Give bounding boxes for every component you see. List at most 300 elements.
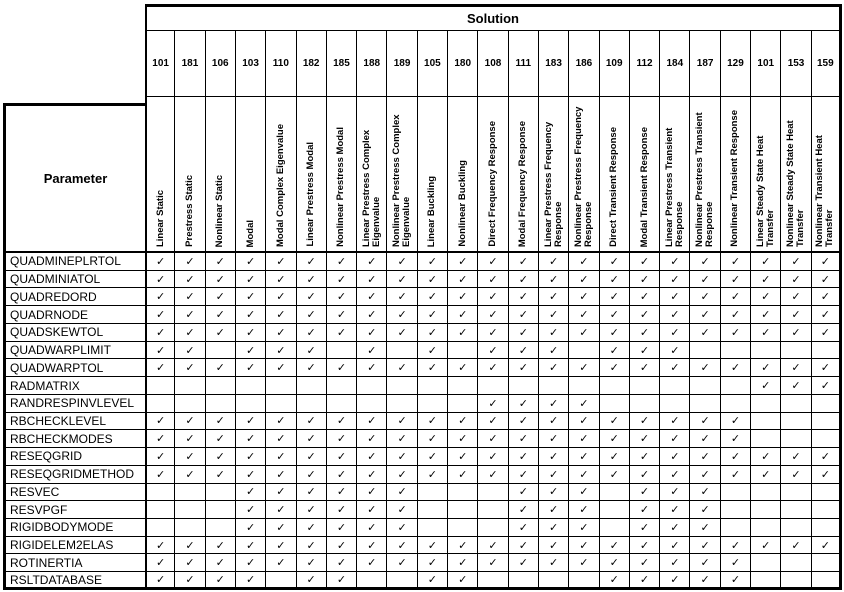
checkmark-icon: ✓ (791, 361, 801, 375)
checkmark-icon: ✓ (367, 467, 377, 481)
check-cell (327, 413, 357, 431)
check-cell (630, 306, 660, 324)
check-cell (145, 306, 175, 324)
checkmark-icon: ✓ (820, 449, 830, 463)
empty-cell (721, 377, 751, 395)
check-cell (812, 271, 842, 289)
checkmark-icon: ✓ (609, 449, 619, 463)
solution-label-cell (175, 97, 205, 253)
check-cell (630, 324, 660, 342)
empty-cell (418, 501, 448, 519)
check-cell (751, 271, 781, 289)
checkmark-icon: ✓ (670, 290, 680, 304)
checkmark-icon: ✓ (245, 254, 256, 268)
checkmark-icon: ✓ (639, 538, 650, 552)
checkmark-icon: ✓ (820, 361, 830, 375)
checkmark-icon: ✓ (548, 414, 559, 428)
check-cell (297, 430, 327, 448)
check-cell (206, 306, 236, 324)
check-cell (509, 466, 539, 484)
check-cell (781, 271, 811, 289)
check-cell (600, 430, 630, 448)
empty-cell (812, 501, 842, 519)
checkmark-icon: ✓ (820, 467, 830, 481)
checkmark-icon: ✓ (700, 520, 710, 534)
empty-cell (812, 395, 842, 413)
solution-label-cell (327, 97, 357, 253)
check-cell (206, 448, 236, 466)
empty-cell (266, 395, 296, 413)
checkmark-icon: ✓ (518, 432, 528, 446)
checkmark-icon: ✓ (518, 414, 528, 428)
checkmark-icon: ✓ (306, 449, 316, 463)
solution-label-cell (509, 97, 539, 253)
check-cell (266, 501, 296, 519)
checkmark-icon: ✓ (730, 290, 741, 304)
checkmark-icon: ✓ (609, 325, 619, 339)
checkmark-icon: ✓ (156, 343, 166, 357)
check-cell (600, 342, 630, 360)
check-cell (569, 306, 599, 324)
solution-label-cell (630, 97, 660, 253)
checkmark-icon: ✓ (397, 467, 407, 481)
checkmark-icon: ✓ (185, 308, 195, 322)
checkmark-icon: ✓ (458, 573, 468, 587)
check-cell (569, 501, 599, 519)
checkmark-icon: ✓ (367, 254, 377, 268)
check-cell (600, 253, 630, 271)
checkmark-icon: ✓ (700, 272, 710, 286)
check-cell (357, 306, 387, 324)
checkmark-icon: ✓ (276, 556, 286, 570)
parameter-row-label: RANDRESPINVLEVEL (3, 395, 145, 413)
checkmark-icon: ✓ (579, 290, 589, 304)
check-cell (690, 501, 720, 519)
checkmark-icon: ✓ (156, 573, 166, 587)
check-cell (418, 359, 448, 377)
check-cell (266, 466, 296, 484)
check-cell (418, 537, 448, 555)
parameter-row-label: RBCHECKLEVEL (3, 413, 145, 431)
check-cell (781, 377, 811, 395)
checkmark-icon: ✓ (579, 308, 589, 322)
empty-cell (175, 519, 205, 537)
check-cell (357, 271, 387, 289)
check-cell (569, 253, 599, 271)
solution-id-cell: 180 (448, 31, 478, 97)
checkmark-icon: ✓ (215, 414, 225, 428)
check-cell (478, 430, 508, 448)
checkmark-icon: ✓ (548, 432, 559, 446)
checkmark-icon: ✓ (276, 325, 286, 339)
check-cell (236, 448, 266, 466)
empty-cell (751, 395, 781, 413)
checkmark-icon: ✓ (488, 538, 498, 552)
empty-cell (569, 342, 599, 360)
check-cell (418, 253, 448, 271)
parameter-row-label: QUADREDORD (3, 288, 145, 306)
checkmark-icon: ✓ (215, 432, 225, 446)
checkmark-icon: ✓ (185, 272, 195, 286)
checkmark-icon: ✓ (579, 538, 589, 552)
checkmark-icon: ✓ (548, 520, 559, 534)
check-cell (690, 253, 720, 271)
checkmark-icon: ✓ (579, 396, 589, 410)
check-cell (751, 288, 781, 306)
checkmark-icon: ✓ (730, 308, 741, 322)
checkmark-icon: ✓ (397, 520, 407, 534)
check-cell (266, 413, 296, 431)
checkmark-icon: ✓ (185, 414, 195, 428)
empty-cell (690, 342, 720, 360)
checkmark-icon: ✓ (518, 325, 528, 339)
check-cell (660, 466, 690, 484)
check-cell (297, 484, 327, 502)
check-cell (357, 413, 387, 431)
check-cell (509, 253, 539, 271)
check-cell (539, 288, 569, 306)
checkmark-icon: ✓ (670, 308, 680, 322)
check-cell (751, 359, 781, 377)
checkmark-icon: ✓ (700, 573, 710, 587)
checkmark-icon: ✓ (215, 573, 225, 587)
checkmark-icon: ✓ (306, 361, 316, 375)
empty-cell (812, 554, 842, 572)
checkmark-icon: ✓ (458, 414, 468, 428)
checkmark-icon: ✓ (397, 449, 407, 463)
checkmark-icon: ✓ (700, 467, 710, 481)
check-cell (539, 395, 569, 413)
check-cell (660, 342, 690, 360)
checkmark-icon: ✓ (336, 573, 347, 587)
checkmark-icon: ✓ (397, 254, 407, 268)
empty-cell (175, 484, 205, 502)
check-cell (236, 288, 266, 306)
checkmark-icon: ✓ (306, 414, 316, 428)
checkmark-icon: ✓ (367, 485, 377, 499)
check-cell (690, 572, 720, 590)
checkmark-icon: ✓ (670, 254, 680, 268)
check-cell (175, 359, 205, 377)
check-cell (569, 395, 599, 413)
solution-label: Nonlinear Static (214, 174, 226, 247)
check-cell (387, 288, 417, 306)
check-cell (660, 519, 690, 537)
checkmark-icon: ✓ (820, 325, 830, 339)
empty-cell (387, 395, 417, 413)
empty-cell (418, 395, 448, 413)
parameter-row-label: RBCHECKMODES (3, 430, 145, 448)
checkmark-icon: ✓ (156, 325, 166, 339)
checkmark-icon: ✓ (215, 290, 225, 304)
check-cell (509, 342, 539, 360)
checkmark-icon: ✓ (245, 308, 256, 322)
parameter-row-label: QUADWARPTOL (3, 359, 145, 377)
check-cell (266, 324, 296, 342)
empty-cell (600, 377, 630, 395)
check-cell (145, 342, 175, 360)
checkmark-icon: ✓ (820, 538, 830, 552)
check-cell (569, 519, 599, 537)
checkmark-icon: ✓ (336, 290, 347, 304)
checkmark-icon: ✓ (427, 308, 437, 322)
checkmark-icon: ✓ (306, 556, 316, 570)
checkmark-icon: ✓ (488, 432, 498, 446)
check-cell (266, 430, 296, 448)
checkmark-icon: ✓ (518, 272, 528, 286)
check-cell (266, 253, 296, 271)
solution-id-cell: 101 (751, 31, 781, 97)
solution-label: Modal Complex Eigenvalue (274, 124, 286, 247)
check-cell (630, 430, 660, 448)
checkmark-icon: ✓ (761, 308, 771, 322)
check-cell (690, 466, 720, 484)
solution-label: Linear Static (154, 189, 166, 247)
check-cell (448, 253, 478, 271)
checkmark-icon: ✓ (761, 361, 771, 375)
empty-cell (509, 377, 539, 395)
check-cell (266, 554, 296, 572)
check-cell (387, 253, 417, 271)
empty-cell (660, 395, 690, 413)
solution-label-cell (751, 97, 781, 253)
check-cell (145, 324, 175, 342)
checkmark-icon: ✓ (609, 343, 619, 357)
check-cell (206, 253, 236, 271)
check-cell (145, 430, 175, 448)
check-cell (236, 306, 266, 324)
check-cell (660, 253, 690, 271)
check-cell (175, 554, 205, 572)
checkmark-icon: ✓ (761, 272, 771, 286)
parameter-row-label: QUADWARPLIMIT (3, 342, 145, 360)
checkmark-icon: ✓ (670, 538, 680, 552)
check-cell (418, 554, 448, 572)
empty-cell (751, 501, 781, 519)
solution-label-cell (781, 97, 811, 253)
check-cell (327, 519, 357, 537)
solution-label: Nonlinear Prestress Complex Eigenvalue (391, 114, 413, 247)
check-cell (206, 288, 236, 306)
check-cell (478, 271, 508, 289)
check-cell (236, 271, 266, 289)
checkmark-icon: ✓ (185, 325, 195, 339)
checkmark-icon: ✓ (609, 573, 619, 587)
checkmark-icon: ✓ (639, 520, 650, 534)
checkmark-icon: ✓ (820, 254, 830, 268)
parameter-row-label: QUADMINIATOL (3, 271, 145, 289)
check-cell (721, 554, 751, 572)
checkmark-icon: ✓ (397, 432, 407, 446)
checkmark-icon: ✓ (730, 325, 741, 339)
check-cell (297, 466, 327, 484)
checkmark-icon: ✓ (245, 325, 256, 339)
check-cell (751, 448, 781, 466)
check-cell (448, 448, 478, 466)
check-cell (145, 554, 175, 572)
check-cell (721, 288, 751, 306)
checkmark-icon: ✓ (670, 272, 680, 286)
check-cell (297, 413, 327, 431)
parameter-row-label: RESVEC (3, 484, 145, 502)
empty-cell (357, 395, 387, 413)
check-cell (721, 324, 751, 342)
checkmark-icon: ✓ (458, 325, 468, 339)
checkmark-icon: ✓ (336, 556, 347, 570)
checkmark-icon: ✓ (427, 325, 437, 339)
checkmark-icon: ✓ (670, 343, 680, 357)
checkmark-icon: ✓ (215, 449, 225, 463)
checkmark-icon: ✓ (185, 573, 195, 587)
solution-label: Linear Steady State Heat Transfer (754, 135, 776, 247)
checkmark-icon: ✓ (791, 379, 801, 392)
check-cell (387, 448, 417, 466)
checkmark-icon: ✓ (367, 272, 377, 286)
checkmark-icon: ✓ (609, 432, 619, 446)
check-cell (690, 324, 720, 342)
check-cell (600, 466, 630, 484)
checkmark-icon: ✓ (367, 556, 377, 570)
check-cell (145, 413, 175, 431)
checkmark-icon: ✓ (791, 467, 801, 481)
check-cell (418, 448, 448, 466)
check-cell (600, 448, 630, 466)
checkmark-icon: ✓ (336, 308, 347, 322)
checkmark-icon: ✓ (488, 414, 498, 428)
checkmark-icon: ✓ (579, 325, 589, 339)
checkmark-icon: ✓ (730, 573, 741, 587)
empty-cell (509, 572, 539, 590)
check-cell (327, 484, 357, 502)
empty-cell (448, 484, 478, 502)
empty-cell (721, 519, 751, 537)
check-cell (206, 271, 236, 289)
checkmark-icon: ✓ (397, 308, 407, 322)
solution-label: Modal (244, 219, 256, 247)
check-cell (812, 466, 842, 484)
check-cell (630, 271, 660, 289)
empty-cell (690, 395, 720, 413)
check-cell (357, 501, 387, 519)
checkmark-icon: ✓ (215, 308, 225, 322)
checkmark-icon: ✓ (488, 556, 498, 570)
check-cell (509, 484, 539, 502)
solution-label-cell (266, 97, 296, 253)
checkmark-icon: ✓ (730, 432, 741, 446)
empty-cell (418, 377, 448, 395)
solution-label-cell (236, 97, 266, 253)
check-cell (721, 359, 751, 377)
check-cell (509, 501, 539, 519)
checkmark-icon: ✓ (458, 432, 468, 446)
check-cell (175, 324, 205, 342)
check-cell (721, 537, 751, 555)
check-cell (448, 430, 478, 448)
check-cell (236, 537, 266, 555)
empty-cell (448, 501, 478, 519)
check-cell (690, 288, 720, 306)
check-cell (721, 466, 751, 484)
check-cell (206, 359, 236, 377)
check-cell (690, 448, 720, 466)
checkmark-icon: ✓ (548, 485, 559, 499)
checkmark-icon: ✓ (367, 503, 377, 517)
checkmark-icon: ✓ (639, 467, 650, 481)
empty-cell (721, 342, 751, 360)
solution-label-cell (297, 97, 327, 253)
solution-id-cell: 183 (539, 31, 569, 97)
checkmark-icon: ✓ (579, 503, 589, 517)
check-cell (297, 501, 327, 519)
checkmark-icon: ✓ (670, 449, 680, 463)
parameter-row-label: RSLTDATABASE (3, 572, 145, 590)
empty-cell (448, 342, 478, 360)
parameter-row-label: RESEQGRIDMETHOD (3, 466, 145, 484)
check-cell (690, 430, 720, 448)
empty-cell (357, 377, 387, 395)
check-cell (387, 430, 417, 448)
checkmark-icon: ✓ (518, 538, 528, 552)
checkmark-icon: ✓ (609, 467, 619, 481)
checkmark-icon: ✓ (336, 361, 347, 375)
check-cell (448, 413, 478, 431)
checkmark-icon: ✓ (820, 290, 830, 304)
check-cell (327, 466, 357, 484)
checkmark-icon: ✓ (518, 503, 528, 517)
check-cell (357, 466, 387, 484)
checkmark-icon: ✓ (548, 343, 559, 357)
empty-cell (751, 484, 781, 502)
empty-cell (781, 519, 811, 537)
checkmark-icon: ✓ (215, 556, 225, 570)
check-cell (660, 537, 690, 555)
check-cell (387, 484, 417, 502)
check-cell (206, 430, 236, 448)
checkmark-icon: ✓ (306, 272, 316, 286)
parameter-row-label: RIGIDBODYMODE (3, 519, 145, 537)
check-cell (327, 572, 357, 590)
checkmark-icon: ✓ (306, 343, 316, 357)
check-cell (751, 253, 781, 271)
checkmark-icon: ✓ (700, 308, 710, 322)
checkmark-icon: ✓ (306, 254, 316, 268)
check-cell (509, 430, 539, 448)
check-cell (539, 306, 569, 324)
check-cell (357, 342, 387, 360)
empty-cell (812, 519, 842, 537)
check-cell (478, 359, 508, 377)
check-cell (206, 537, 236, 555)
checkmark-icon: ✓ (639, 414, 650, 428)
check-cell (509, 554, 539, 572)
solution-id-cell: 106 (206, 31, 236, 97)
check-cell (418, 342, 448, 360)
parameter-header: Parameter (3, 103, 145, 253)
empty-cell (812, 413, 842, 431)
check-cell (690, 413, 720, 431)
checkmark-icon: ✓ (730, 538, 741, 552)
checkmark-icon: ✓ (548, 272, 559, 286)
empty-cell (751, 572, 781, 590)
solution-id-cell: 186 (569, 31, 599, 97)
checkmark-icon: ✓ (730, 414, 741, 428)
checkmark-icon: ✓ (488, 308, 498, 322)
check-cell (387, 359, 417, 377)
empty-cell (781, 554, 811, 572)
checkmark-icon: ✓ (670, 325, 680, 339)
checkmark-icon: ✓ (367, 520, 377, 534)
solution-label-cell (812, 97, 842, 253)
